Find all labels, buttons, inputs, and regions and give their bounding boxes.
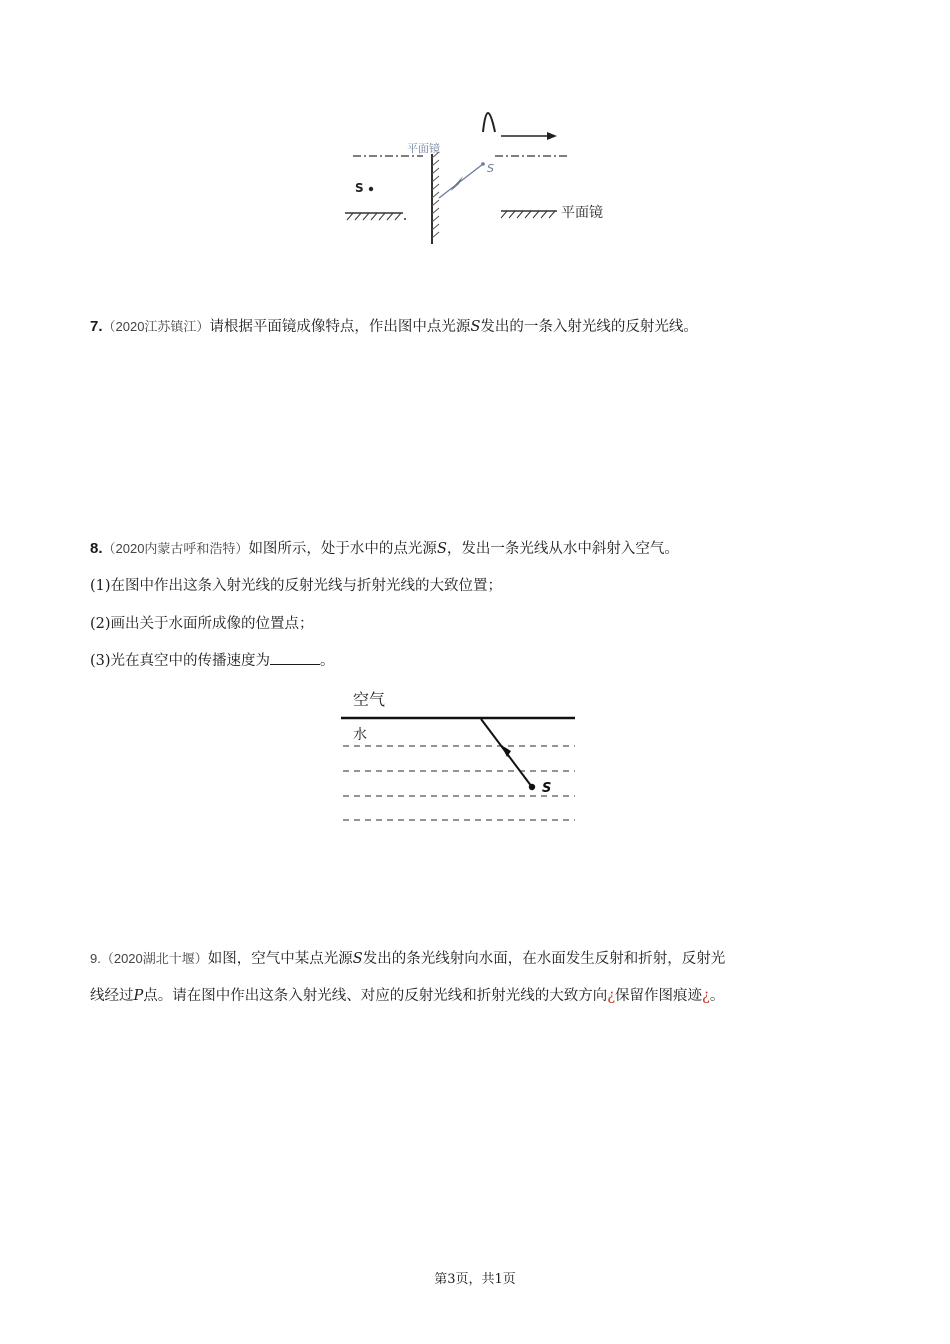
question-text: 发出的条光线射向水面，在水面发生反射和折射，反射光: [362, 951, 726, 967]
point-dot-ray: [481, 162, 485, 166]
variable-s: S: [436, 541, 447, 557]
variable-s: S: [352, 951, 363, 967]
subquestion-1: [90, 575, 502, 597]
figure-water-surface: [335, 683, 585, 828]
water-label: 水: [353, 727, 367, 743]
subquestion-label: (3): [90, 653, 111, 669]
question-text: 保留作图痕迹: [615, 988, 703, 1004]
dot-near-mirror: [404, 218, 406, 220]
page-footer: 第3页，共1页: [434, 1272, 516, 1287]
question-9-line-2: [90, 985, 724, 1007]
subquestion-label: (2): [90, 616, 111, 632]
question-text: 请根据平面镜成像特点，作出图中点光源: [209, 319, 471, 335]
subquestion-2: [90, 613, 314, 635]
question-text: 如图所示，处于水中的点光源: [248, 541, 437, 557]
subquestion-label: (1): [90, 578, 111, 594]
question-number: 9.: [90, 951, 101, 966]
mirror-label-right: 平面镜: [561, 205, 603, 221]
question-text: 点。请在图中作出这条入射光线、对应的反射光线和折射光线的大致方向: [143, 988, 608, 1004]
question-number: 7.: [90, 318, 103, 335]
mirror-hatching: [432, 152, 439, 238]
question-text: 。: [709, 988, 725, 1004]
variable-s: S: [470, 319, 481, 335]
garbled-glyph: ¿: [702, 988, 710, 1004]
light-ray-arrowhead: [501, 745, 511, 757]
incident-ray: [439, 164, 483, 198]
object-arrowhead: [547, 132, 557, 140]
garbled-glyph: ¿: [607, 988, 616, 1004]
mirror-label-top: 平面镜: [407, 142, 440, 155]
question-number: 8.: [90, 540, 103, 557]
point-s-left: S: [355, 181, 364, 195]
answer-blank[interactable]: [270, 650, 320, 665]
question-9-line-1: [90, 948, 725, 970]
ray-arrowhead: [451, 176, 463, 191]
ground-right-hatch: [501, 211, 555, 218]
question-text: ，发出一条光线从水中斜射入空气。: [446, 541, 679, 557]
water-dashes: [343, 746, 575, 820]
question-text: 发出的一条入射光线的反射光线。: [480, 319, 698, 335]
question-8: [90, 538, 679, 560]
question-7: [90, 316, 698, 338]
figure-plane-mirrors: [335, 92, 635, 252]
question-source: （2020湖北十堰）: [100, 951, 208, 966]
ground-left-hatch: [347, 213, 401, 220]
point-source: [529, 784, 535, 790]
variable-p: P: [133, 988, 144, 1004]
question-text: 线经过: [90, 988, 134, 1004]
question-source: （2020江苏镇江）: [102, 319, 210, 334]
air-label: 空气: [353, 690, 386, 709]
subquestion-text: 在图中作出这条入射光线的反射光线与折射光线的大致位置；: [110, 578, 503, 594]
point-s-ray: S: [487, 162, 494, 175]
subquestion-text: 画出关于水面所成像的位置点；: [110, 616, 314, 632]
question-source: （2020内蒙古呼和浩特）: [102, 541, 249, 556]
arch-object: [483, 113, 495, 132]
subquestion-3: [90, 650, 335, 672]
question-text: 如图，空气中某点光源: [207, 951, 353, 967]
point-dot-left: [369, 187, 373, 191]
subquestion-end: 。: [320, 653, 335, 669]
point-source-label: S: [542, 781, 552, 796]
subquestion-text: 光在真空中的传播速度为: [110, 653, 271, 669]
